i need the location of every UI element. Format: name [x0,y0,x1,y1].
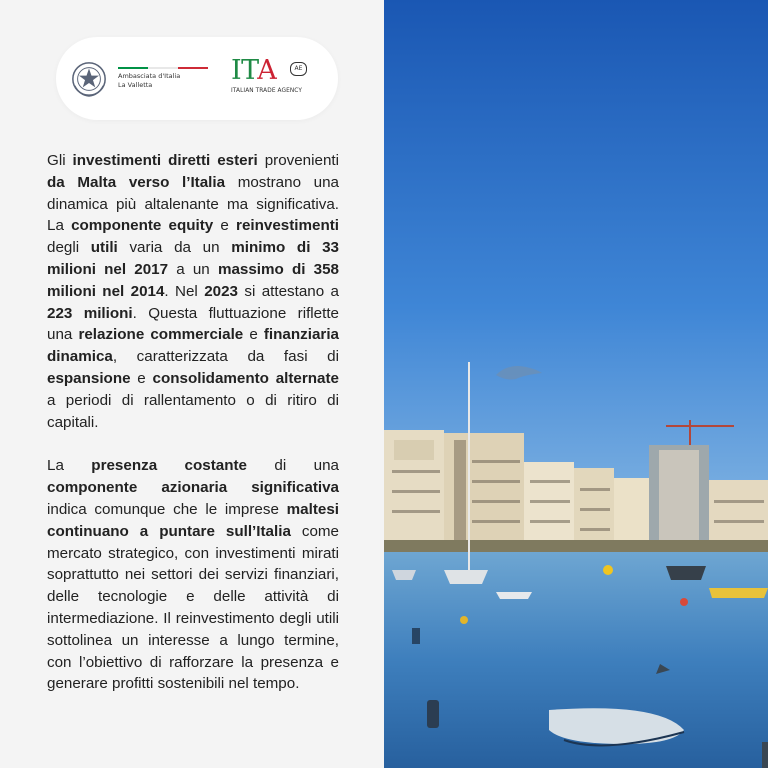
bold-run: 223 milioni [47,304,133,322]
paragraph-2 [47,455,339,695]
text-run: , caratterizzata da fasi di [112,348,339,366]
text-run: . Questa fluttuazione riflette una [47,304,339,344]
text-run: di una [247,457,339,475]
bold-run: investimenti diretti esteri [72,152,258,169]
text-run: provenienti [257,152,339,169]
bold-run: espansione [47,369,131,387]
harbour-image [384,0,768,768]
embassy-line2: La Valletta [118,80,153,89]
bold-run: presenza costante [91,457,248,475]
text-run: indica comunque che le imprese [47,500,287,518]
bold-run: massimo di 358 milioni nel 2014 [47,260,340,300]
text-run: Gli [47,152,73,169]
bold-run: da Malta verso l’Italia [47,173,226,191]
bold-run: consolidamento alternate [152,369,339,387]
bold-run: minimo di 33 milioni nel 2017 [47,239,339,278]
malta-harbour-photo [384,0,768,768]
text-run: si attestano a [237,282,340,300]
italian-flag-line [118,67,208,69]
bold-run: reinvestimenti [236,217,340,235]
text-run: e [130,369,153,387]
bold-run: maltesi continuano a puntare sull’Italia [47,500,339,540]
ita-badge-icon: AE [290,62,307,76]
text-run: a periodi di rallentamento o di ritiro di capitali. [47,391,339,431]
embassy-name [118,72,180,89]
bold-run: 2023 [204,282,238,300]
ita-logo [231,57,302,94]
bold-run: componente equity [71,217,214,235]
text-run: e [243,326,264,344]
ita-subtitle: ITALIAN TRADE AGENCY [231,88,302,94]
text-run: varia da un [117,239,232,257]
text-run: a un [168,260,218,278]
text-run: . Nel [164,282,205,300]
bold-run: utili [90,239,118,257]
bold-run: componente azionaria significativa [47,479,339,497]
article-body [47,150,339,717]
text-run: come mercato strategico, con investimenti mirati soprattutto nei settori dei servizi finanziari, delle tecnologie e delle attività di intermediazione. Il reinvestimento degli utili sottolinea un interesse a lungo termine, con l’obiettivo di rafforzare la presenza e generare profitti sostenibili nel tempo. [47,522,340,693]
text-run: degli [47,239,91,257]
italian-emblem-icon [70,59,108,99]
bold-run: finanziaria dinamica [47,326,339,366]
embassy-line1: Ambasciata d'Italia [118,72,181,80]
paragraph-1 [47,150,339,433]
text-run: mostrano una dinamica più altalenante ma significativa. La [47,173,339,235]
ita-logo-letters: ITA [231,55,277,86]
bold-run: relazione commerciale [78,326,244,344]
text-run: La [47,457,92,475]
text-run: e [213,217,237,235]
logo-header [56,37,338,120]
